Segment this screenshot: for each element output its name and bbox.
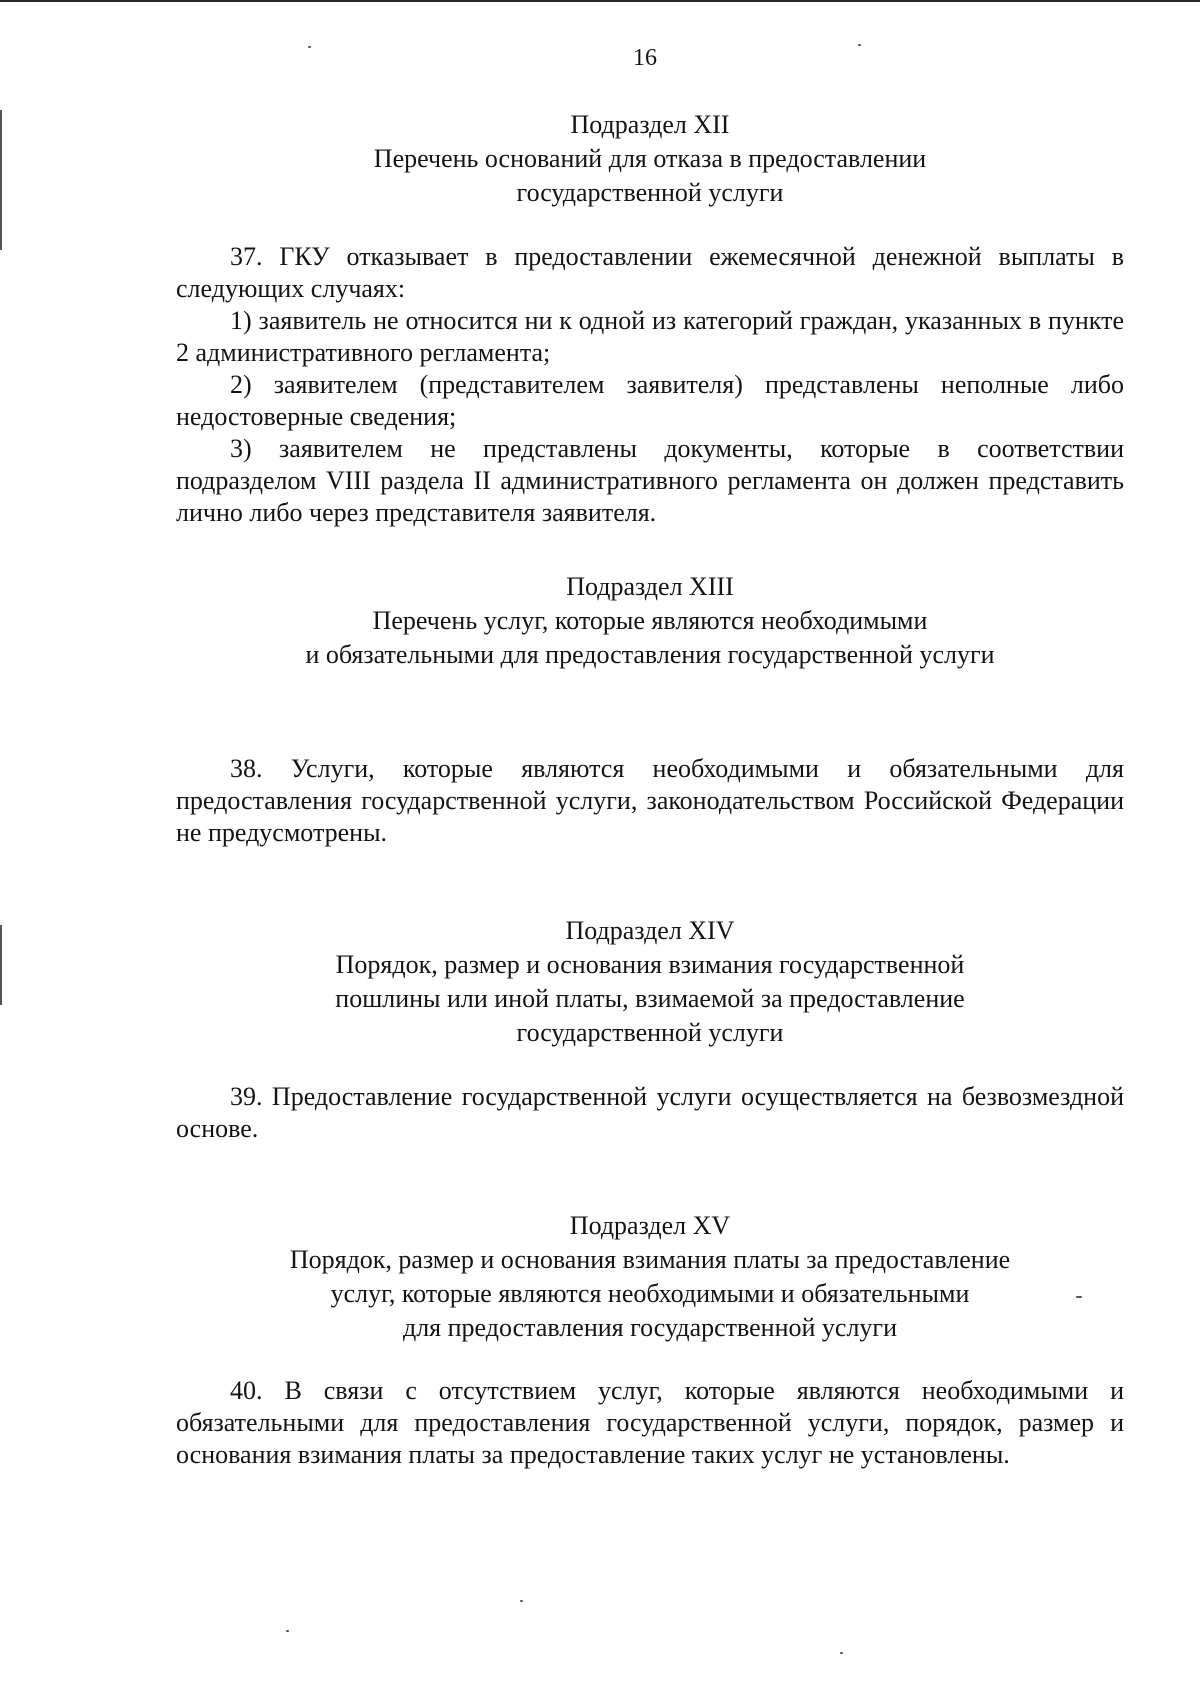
scan-edge-left	[0, 110, 2, 250]
paragraph: 2) заявителем (представителем заявителя) представлены неполные либо недостоверные сведения;	[176, 370, 1124, 431]
section-body-xii	[176, 241, 1124, 529]
section-body-xiii	[176, 753, 1124, 849]
section-heading-xii	[200, 108, 1100, 210]
heading-line: Подраздел XV	[569, 1211, 731, 1240]
section-heading-xv	[200, 1209, 1100, 1345]
section-body-xiv	[176, 1081, 1124, 1145]
scan-speck	[1076, 1296, 1082, 1298]
scan-edge-top	[0, 0, 1200, 2]
heading-line: и обязательными для предоставления государственной услуги	[305, 640, 995, 669]
heading-line: Перечень услуг, которые являются необходимыми	[372, 606, 928, 635]
paragraph: 40. В связи с отсутствием услуг, которые являются необходимыми и обязательными для предоставления государственной услуги, порядок, размер и основания взимания платы за предоставление таких услуг не установлены.	[176, 1376, 1124, 1469]
heading-line: пошлины или иной платы, взимаемой за предоставление	[335, 984, 965, 1013]
section-heading-xiv	[200, 914, 1100, 1050]
section-body-xv	[176, 1375, 1124, 1471]
paragraph: 38. Услуги, которые являются необходимыми и обязательными для предоставления государственной услуги, законодательством Российской Федерации не предусмотрены.	[176, 754, 1124, 847]
heading-line: для предоставления государственной услуги	[402, 1313, 898, 1342]
scan-speck	[858, 44, 861, 46]
heading-line: государственной услуги	[516, 1018, 784, 1047]
page-number: 16	[633, 45, 657, 71]
paragraph: 3) заявителем не представлены документы, которые в соответствии подразделом VIII раздела II административного регламента он должен представить лично либо через представителя заявителя.	[176, 434, 1124, 527]
scan-speck	[286, 1630, 289, 1632]
heading-line: услуг, которые являются необходимыми и обязательными	[330, 1279, 970, 1308]
heading-line: Подраздел XIV	[565, 916, 735, 945]
heading-line: государственной услуги	[516, 178, 784, 207]
heading-line: Перечень оснований для отказа в предоставлении	[373, 144, 927, 173]
heading-line: Порядок, размер и основания взимания государственной	[335, 950, 965, 979]
section-heading-xiii	[200, 570, 1100, 672]
heading-line: Порядок, размер и основания взимания платы за предоставление	[289, 1245, 1011, 1274]
paragraph: 39. Предоставление государственной услуги осуществляется на безвозмездной основе.	[176, 1082, 1124, 1143]
scan-speck	[840, 1652, 843, 1654]
heading-line: Подраздел XIII	[566, 572, 734, 601]
scan-edge-left	[0, 925, 2, 1005]
heading-line: Подраздел XII	[570, 110, 730, 139]
scan-speck	[308, 46, 311, 48]
paragraph: 37. ГКУ отказывает в предоставлении ежемесячной денежной выплаты в следующих случаях:	[176, 242, 1124, 303]
paragraph: 1) заявитель не относится ни к одной из категорий граждан, указанных в пункте 2 административного регламента;	[176, 306, 1124, 367]
scan-speck	[520, 1600, 523, 1602]
